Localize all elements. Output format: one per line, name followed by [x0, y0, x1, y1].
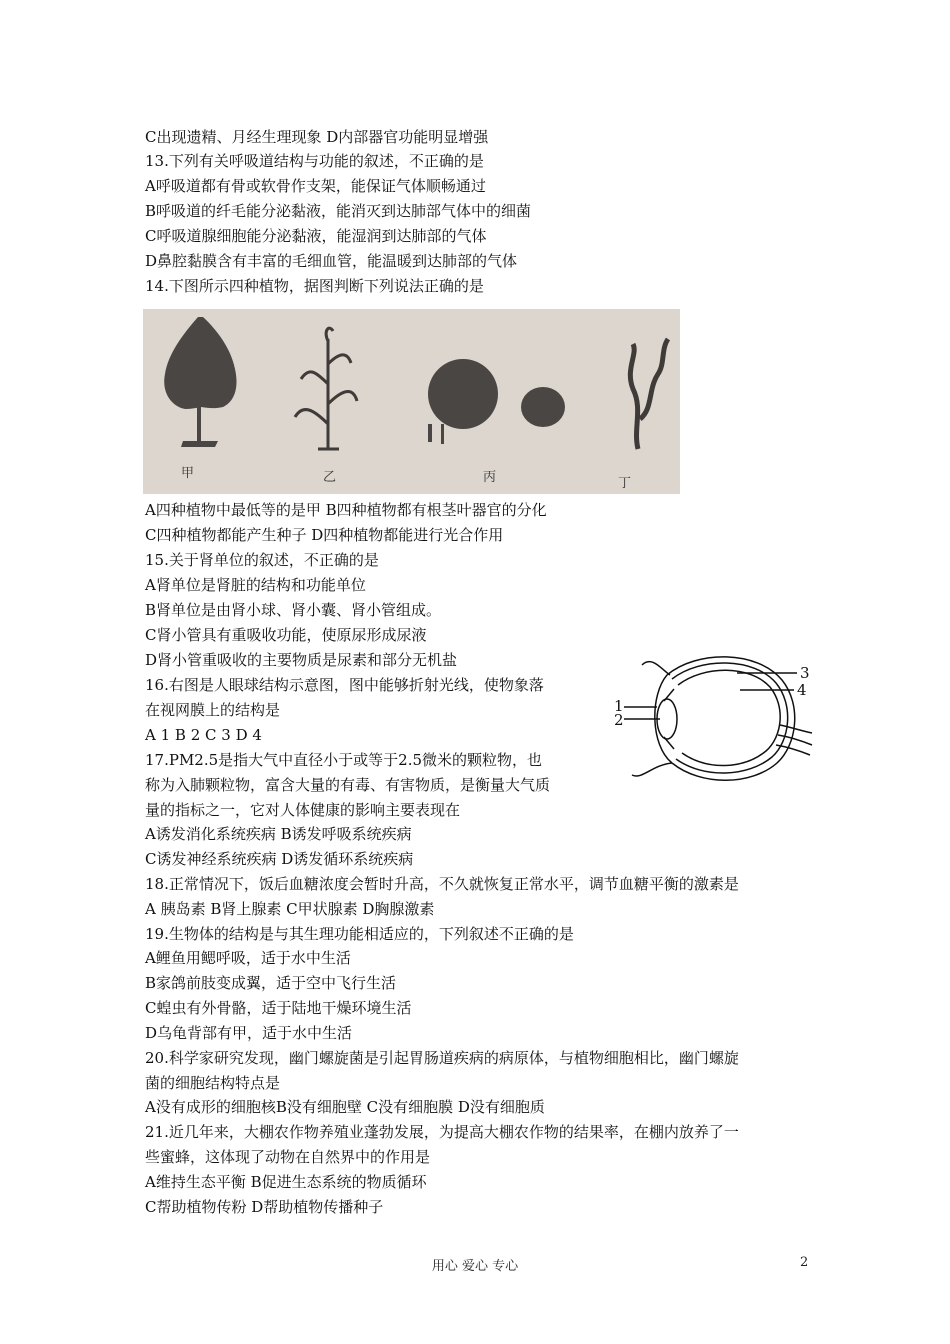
option-line: C蝗虫有外骨骼，适于陆地干燥环境生活	[145, 999, 412, 1017]
option-line: C肾小管具有重吸收功能，使原尿形成尿液	[145, 626, 427, 644]
text-line: C出现遗精、月经生理现象 D内部器官功能明显增强	[145, 128, 489, 146]
question-16: 16.右图是人眼球结构示意图，图中能够折射光线，使物象落	[145, 676, 544, 694]
option-line: D肾小管重吸收的主要物质是尿素和部分无机盐	[145, 651, 458, 669]
eye-structure-icon	[612, 645, 822, 790]
question-19: 19.生物体的结构是与其生理功能相适应的，下列叙述不正确的是	[145, 925, 574, 943]
option-line: A肾单位是肾脏的结构和功能单位	[145, 576, 366, 594]
option-line: A 1 B 2 C 3 D 4	[145, 726, 262, 744]
option-line: D乌龟背部有甲，适于水中生活	[145, 1024, 353, 1042]
option-line: B肾单位是由肾小球、肾小囊、肾小管组成。	[145, 601, 442, 619]
eye-diagram	[612, 645, 822, 790]
question-17-cont: 量的指标之一，它对人体健康的影响主要表现在	[145, 801, 461, 819]
page-number: 2	[800, 1255, 809, 1270]
question-15: 15.关于肾单位的叙述，不正确的是	[145, 551, 379, 569]
question-21-cont: 些蜜蜂，这体现了动物在自然界中的作用是	[145, 1148, 431, 1166]
question-18: 18.正常情况下，饭后血糖浓度会暂时升高，不久就恢复正常水平，调节血糖平衡的激素是	[145, 875, 739, 893]
option-line: D鼻腔黏膜含有丰富的毛细血管，能温暖到达肺部的气体	[145, 252, 518, 270]
question-13: 13.下列有关呼吸道结构与功能的叙述，不正确的是	[145, 152, 484, 170]
option-line: C帮助植物传粉 D帮助植物传播种子	[145, 1198, 384, 1216]
plants-figure	[143, 309, 680, 494]
eye-label-3: 3	[800, 664, 810, 682]
plant-label-bing: 丙	[483, 470, 497, 485]
page-footer: 用心 爱心 专心	[431, 1259, 519, 1274]
option-line: C呼吸道腺细胞能分泌黏液，能湿润到达肺部的气体	[145, 227, 487, 245]
question-17: 17.PM2.5是指大气中直径小于或等于2.5微米的颗粒物，也	[145, 751, 543, 769]
eye-label-1: 1	[614, 697, 624, 715]
eye-label-2: 2	[614, 711, 624, 729]
plant-label-ding: 丁	[618, 476, 632, 491]
option-line: B呼吸道的纤毛能分泌黏液，能消灭到达肺部气体中的细菌	[145, 202, 532, 220]
eye-label-4: 4	[797, 681, 807, 699]
option-line: A维持生态平衡 B促进生态系统的物质循环	[145, 1173, 427, 1191]
question-14: 14.下图所示四种植物，据图判断下列说法正确的是	[145, 277, 484, 295]
option-line: C诱发神经系统疾病 D诱发循环系统疾病	[145, 850, 414, 868]
question-21: 21.近几年来，大棚农作物养殖业蓬勃发展，为提高大棚农作物的结果率，在棚内放养了一	[145, 1123, 739, 1141]
option-line: A四种植物中最低等的是甲 B四种植物都有根茎叶器官的分化	[145, 501, 547, 519]
option-line: B家鸽前肢变成翼，适于空中飞行生活	[145, 974, 397, 992]
option-line: A呼吸道都有骨或软骨作支架，能保证气体顺畅通过	[145, 177, 486, 195]
option-line: A没有成形的细胞核B没有细胞壁 C没有细胞膜 D没有细胞质	[145, 1098, 545, 1116]
question-20: 20.科学家研究发现，幽门螺旋菌是引起胃肠道疾病的病原体，与植物细胞相比，幽门螺旋	[145, 1049, 739, 1067]
option-line: A鲤鱼用鳃呼吸，适于水中生活	[145, 949, 351, 967]
question-16-cont: 在视网膜上的结构是	[145, 701, 281, 719]
question-17-cont: 称为入肺颗粒物，富含大量的有毒、有害物质，是衡量大气质	[145, 776, 551, 794]
option-line: A诱发消化系统疾病 B诱发呼吸系统疾病	[145, 825, 412, 843]
plants-illustration	[143, 309, 680, 494]
question-20-cont: 菌的细胞结构特点是	[145, 1074, 281, 1092]
plant-label-yi: 乙	[323, 470, 337, 485]
option-line: C四种植物都能产生种子 D四种植物都能进行光合作用	[145, 526, 504, 544]
plant-label-jia: 甲	[181, 466, 195, 481]
option-line: A 胰岛素 B肾上腺素 C甲状腺素 D胸腺激素	[145, 900, 435, 918]
